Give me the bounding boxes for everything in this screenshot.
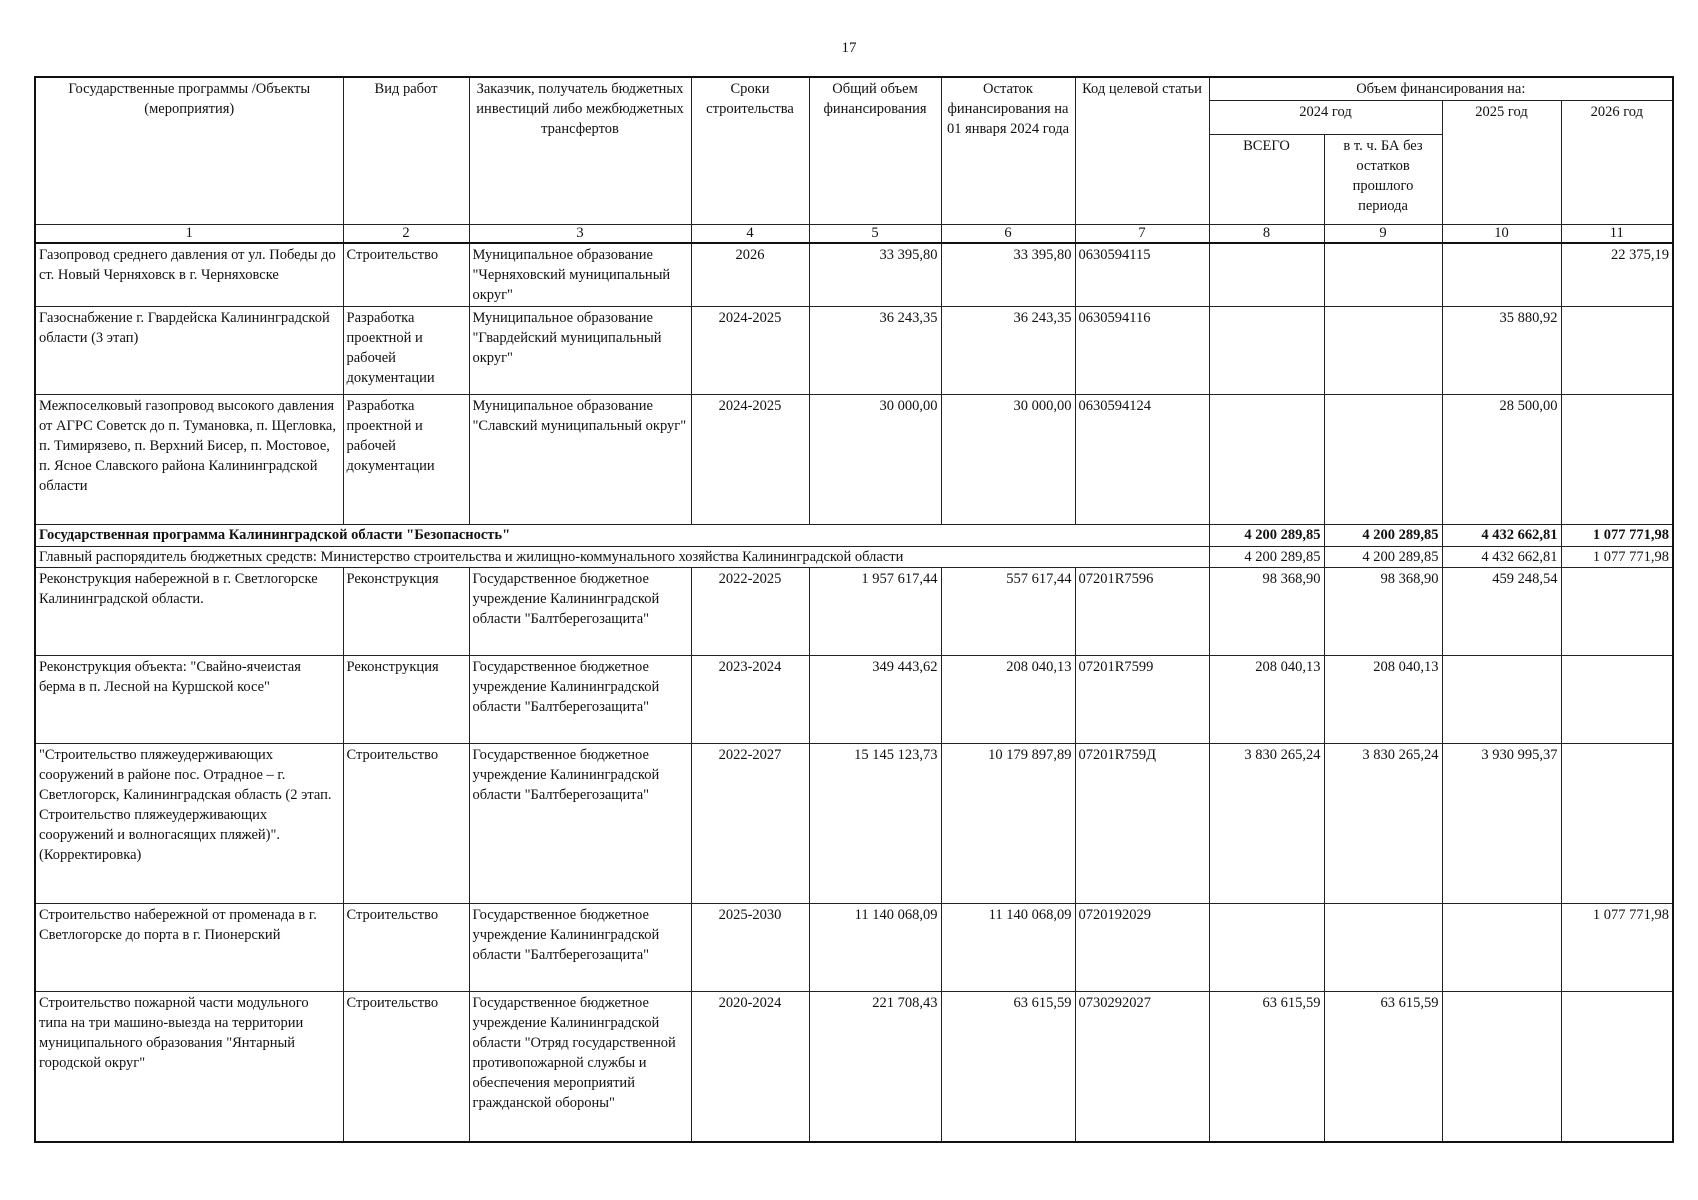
customer: Государственное бюджетное учреждение Калининградской области "Балтберегозащита" (469, 904, 691, 992)
amount-2024: 63 615,59 (1209, 992, 1324, 1142)
total-financing: 15 145 123,73 (809, 744, 941, 904)
work-type: Реконструкция (343, 656, 469, 744)
customer: Государственное бюджетное учреждение Калининградской области "Балтберегозащита" (469, 656, 691, 744)
column-number: 10 (1442, 225, 1561, 244)
customer: Муниципальное образование "Славский муниципальный округ" (469, 395, 691, 525)
amount-2024-ba (1324, 395, 1442, 525)
object-name: Строительство пожарной части модульного типа на три машино-выезда на территории муниципального образования "Янтарный городской округ" (35, 992, 343, 1142)
remainder: 63 615,59 (941, 992, 1075, 1142)
work-type: Строительство (343, 904, 469, 992)
object-name: "Строительство пляжеудерживающих сооружений в районе пос. Отрадное – г. Светлогорск, Калининградская область (2 этап. Строительство пляжеудерживающих сооружений и волногасящих пляжей)". (Корректировка) (35, 744, 343, 904)
construction-term: 2024-2025 (691, 307, 809, 395)
header-programs: Государственные программы /Объекты (мероприятия) (35, 77, 343, 225)
amount-2024: 208 040,13 (1209, 656, 1324, 744)
object-name: Строительство набережной от променада в г. Светлогорске до порта в г. Пионерский (35, 904, 343, 992)
work-type: Разработка проектной и рабочей документации (343, 307, 469, 395)
table-row (35, 992, 1673, 1142)
column-number: 8 (1209, 225, 1324, 244)
column-number: 6 (941, 225, 1075, 244)
column-number: 7 (1075, 225, 1209, 244)
amount-2025 (1442, 656, 1561, 744)
customer: Государственное бюджетное учреждение Калининградской области "Балтберегозащита" (469, 744, 691, 904)
manager-amount-2024-ba: 4 200 289,85 (1324, 547, 1442, 568)
amount-2026 (1561, 568, 1673, 656)
header-ba-2024: в т. ч. БА без остатков прошлого периода (1324, 135, 1442, 225)
work-type: Строительство (343, 744, 469, 904)
target-code: 0730292027 (1075, 992, 1209, 1142)
column-number: 11 (1561, 225, 1673, 244)
amount-2025: 3 930 995,37 (1442, 744, 1561, 904)
object-name: Газопровод среднего давления от ул. Победы до ст. Новый Черняховск в г. Черняховске (35, 243, 343, 307)
program-amount-2024-ba: 4 200 289,85 (1324, 525, 1442, 547)
amount-2024 (1209, 904, 1324, 992)
amount-2024 (1209, 395, 1324, 525)
manager-amount-2024: 4 200 289,85 (1209, 547, 1324, 568)
total-financing: 1 957 617,44 (809, 568, 941, 656)
object-name: Реконструкция объекта: "Свайно-ячеистая берма в п. Лесной на Куршской косе" (35, 656, 343, 744)
total-financing: 30 000,00 (809, 395, 941, 525)
work-type: Разработка проектной и рабочей документации (343, 395, 469, 525)
amount-2025: 28 500,00 (1442, 395, 1561, 525)
target-code: 07201R7599 (1075, 656, 1209, 744)
amount-2024: 98 368,90 (1209, 568, 1324, 656)
amount-2024 (1209, 243, 1324, 307)
manager-amount-2025: 4 432 662,81 (1442, 547, 1561, 568)
remainder: 36 243,35 (941, 307, 1075, 395)
target-code: 0720192029 (1075, 904, 1209, 992)
amount-2026 (1561, 307, 1673, 395)
target-code: 0630594115 (1075, 243, 1209, 307)
amount-2024-ba: 3 830 265,24 (1324, 744, 1442, 904)
target-code: 0630594124 (1075, 395, 1209, 525)
total-financing: 221 708,43 (809, 992, 941, 1142)
remainder: 33 395,80 (941, 243, 1075, 307)
column-number: 1 (35, 225, 343, 244)
header-year-2024: 2024 год (1209, 101, 1442, 135)
target-code: 0630594116 (1075, 307, 1209, 395)
construction-term: 2026 (691, 243, 809, 307)
header-total-2024: ВСЕГО (1209, 135, 1324, 225)
header-work-type: Вид работ (343, 77, 469, 225)
manager-amount-2026: 1 077 771,98 (1561, 547, 1673, 568)
remainder: 30 000,00 (941, 395, 1075, 525)
table-row (35, 395, 1673, 525)
table-row (35, 307, 1673, 395)
header-customer: Заказчик, получатель бюджетных инвестиций либо межбюджетных трансфертов (469, 77, 691, 225)
program-amount-2026: 1 077 771,98 (1561, 525, 1673, 547)
object-name: Реконструкция набережной в г. Светлогорске Калининградской области. (35, 568, 343, 656)
column-number: 3 (469, 225, 691, 244)
column-number: 4 (691, 225, 809, 244)
work-type: Реконструкция (343, 568, 469, 656)
header-remainder: Остаток финансирования на 01 января 2024 года (941, 77, 1075, 225)
construction-term: 2020-2024 (691, 992, 809, 1142)
amount-2026 (1561, 744, 1673, 904)
column-number: 9 (1324, 225, 1442, 244)
work-type: Строительство (343, 243, 469, 307)
object-name: Газоснабжение г. Гвардейска Калининградской области (3 этап) (35, 307, 343, 395)
customer: Муниципальное образование "Черняховский муниципальный округ" (469, 243, 691, 307)
remainder: 208 040,13 (941, 656, 1075, 744)
table-row (35, 243, 1673, 307)
column-numbers-row (35, 225, 1673, 244)
program-total-row (35, 525, 1673, 547)
manager-total-row (35, 547, 1673, 568)
manager-title: Главный распорядитель бюджетных средств: Министерство строительства и жилищно-коммунального хозяйства Калининградской области (35, 547, 1209, 568)
amount-2026 (1561, 656, 1673, 744)
column-number: 2 (343, 225, 469, 244)
construction-term: 2024-2025 (691, 395, 809, 525)
amount-2026: 22 375,19 (1561, 243, 1673, 307)
construction-term: 2023-2024 (691, 656, 809, 744)
amount-2025 (1442, 904, 1561, 992)
amount-2025: 459 248,54 (1442, 568, 1561, 656)
table-row (35, 904, 1673, 992)
amount-2024-ba: 208 040,13 (1324, 656, 1442, 744)
total-financing: 36 243,35 (809, 307, 941, 395)
table-row (35, 656, 1673, 744)
total-financing: 349 443,62 (809, 656, 941, 744)
table-row (35, 568, 1673, 656)
amount-2024-ba (1324, 904, 1442, 992)
remainder: 557 617,44 (941, 568, 1075, 656)
amount-2026 (1561, 992, 1673, 1142)
total-financing: 11 140 068,09 (809, 904, 941, 992)
header-total-financing: Общий объем финансирования (809, 77, 941, 225)
construction-term: 2022-2027 (691, 744, 809, 904)
program-title: Государственная программа Калининградской области "Безопасность" (35, 525, 1209, 547)
total-financing: 33 395,80 (809, 243, 941, 307)
amount-2024-ba (1324, 307, 1442, 395)
financing-table (34, 76, 1674, 1143)
amount-2025 (1442, 243, 1561, 307)
amount-2026 (1561, 395, 1673, 525)
amount-2024-ba (1324, 243, 1442, 307)
customer: Государственное бюджетное учреждение Калининградской области "Отряд государственной противопожарной службы и обеспечения мероприятий гражданской обороны" (469, 992, 691, 1142)
target-code: 07201R759Д (1075, 744, 1209, 904)
program-amount-2024: 4 200 289,85 (1209, 525, 1324, 547)
target-code: 07201R7596 (1075, 568, 1209, 656)
table-row (35, 744, 1673, 904)
amount-2024-ba: 63 615,59 (1324, 992, 1442, 1142)
header-code: Код целевой статьи (1075, 77, 1209, 225)
column-number: 5 (809, 225, 941, 244)
work-type: Строительство (343, 992, 469, 1142)
header-funding-group: Объем финансирования на: (1209, 77, 1673, 101)
customer: Государственное бюджетное учреждение Калининградской области "Балтберегозащита" (469, 568, 691, 656)
remainder: 11 140 068,09 (941, 904, 1075, 992)
amount-2026: 1 077 771,98 (1561, 904, 1673, 992)
header-year-2025: 2025 год (1442, 101, 1561, 225)
construction-term: 2022-2025 (691, 568, 809, 656)
page-number: 17 (841, 40, 857, 56)
customer: Муниципальное образование "Гвардейский муниципальный округ" (469, 307, 691, 395)
remainder: 10 179 897,89 (941, 744, 1075, 904)
amount-2024-ba: 98 368,90 (1324, 568, 1442, 656)
amount-2024: 3 830 265,24 (1209, 744, 1324, 904)
program-amount-2025: 4 432 662,81 (1442, 525, 1561, 547)
amount-2025 (1442, 992, 1561, 1142)
header-year-2026: 2026 год (1561, 101, 1673, 225)
object-name: Межпоселковый газопровод высокого давления от АГРС Советск до п. Тумановка, п. Щегловка, п. Тимирязево, п. Верхний Бисер, п. Мостовое, п. Ясное Славского района Калининградской области (35, 395, 343, 525)
construction-term: 2025-2030 (691, 904, 809, 992)
header-term: Сроки строительства (691, 77, 809, 225)
amount-2024 (1209, 307, 1324, 395)
amount-2025: 35 880,92 (1442, 307, 1561, 395)
